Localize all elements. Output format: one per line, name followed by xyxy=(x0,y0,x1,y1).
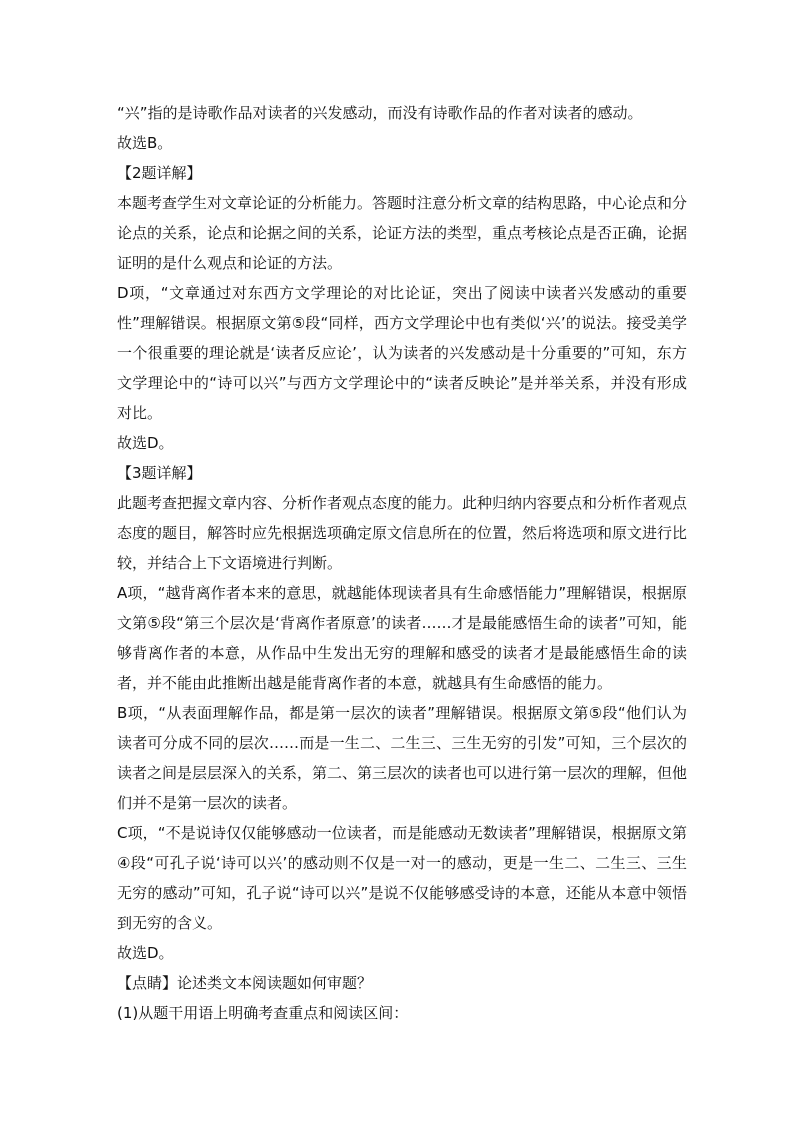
section-heading-q2: 【2题详解】 xyxy=(117,164,202,182)
option-a-analysis: A项，“越背离作者本来的意思，就越能体现读者具有生命感悟能力”理解错误，根据原文第⑤段“第三个层次是‘背离作者原意’的读者……才是最能感悟生命的读者”可知，能够背离作者的本意，从作品中生发出无穷的理解和感受的读者才是最能感悟生命的读者，并不能由此推断出越是能背离作者的本意，就越具有生命感悟的能力。 xyxy=(117,584,687,692)
answer-choice-q3: 故选D。 xyxy=(117,944,174,962)
answer-choice-q2: 故选D。 xyxy=(117,434,174,452)
document-body xyxy=(117,98,687,1028)
tip-item-1: (1)从题干用语上明确考查重点和阅读区间： xyxy=(117,1004,409,1022)
answer-explanation-q1: “兴”指的是诗歌作品对读者的兴发感动，而没有诗歌作品的作者对读者的感动。 xyxy=(117,104,643,122)
option-c-analysis: C项，“不是说诗仅仅能够感动一位读者，而是能感动无数读者”理解错误，根据原文第④段“可孔子说‘诗可以兴’的感动则不仅是一对一的感动，更是一生二、二生三、三生无穷的感动”可知，孔子说“诗可以兴”是说不仅能够感受诗的本意，还能从本意中领悟到无穷的含义。 xyxy=(117,824,687,932)
tip-heading: 【点睛】论述类文本阅读题如何审题？ xyxy=(117,974,373,992)
analysis-intro-q3: 此题考查把握文章内容、分析作者观点态度的能力。此种归纳内容要点和分析作者观点态度的题目，解答时应先根据选项确定原文信息所在的位置，然后将选项和原文进行比较，并结合上下文语境进行判断。 xyxy=(117,494,688,572)
section-heading-q3: 【3题详解】 xyxy=(117,464,202,482)
analysis-intro-q2: 本题考查学生对文章论证的分析能力。答题时注意分析文章的结构思路，中心论点和分论点的关系，论点和论据之间的关系，论证方法的类型，重点考核论点是否正确，论据证明的是什么观点和论证的方法。 xyxy=(117,194,688,272)
answer-choice-q1: 故选B。 xyxy=(117,134,173,152)
option-b-analysis: B项，“从表面理解作品，都是第一层次的读者”理解错误。根据原文第⑤段“他们认为读者可分成不同的层次……而是一生二、二生三、三生无穷的引发”可知，三个层次的读者之间是层层深入的关系，第二、第三层次的读者也可以进行第一层次的理解，但他们并不是第一层次的读者。 xyxy=(117,704,688,812)
option-d-analysis: D项，“文章通过对东西方文学理论的对比论证，突出了阅读中读者兴发感动的重要性”理解错误。根据原文第⑤段“同样，西方文学理论中也有类似‘兴’的说法。接受美学一个很重要的理论就是‘读者反应论’，认为读者的兴发感动是十分重要的”可知，东方文学理论中的“诗可以兴”与西方文学理论中的“读者反映论”是并举关系，并没有形成对比。 xyxy=(117,284,687,422)
